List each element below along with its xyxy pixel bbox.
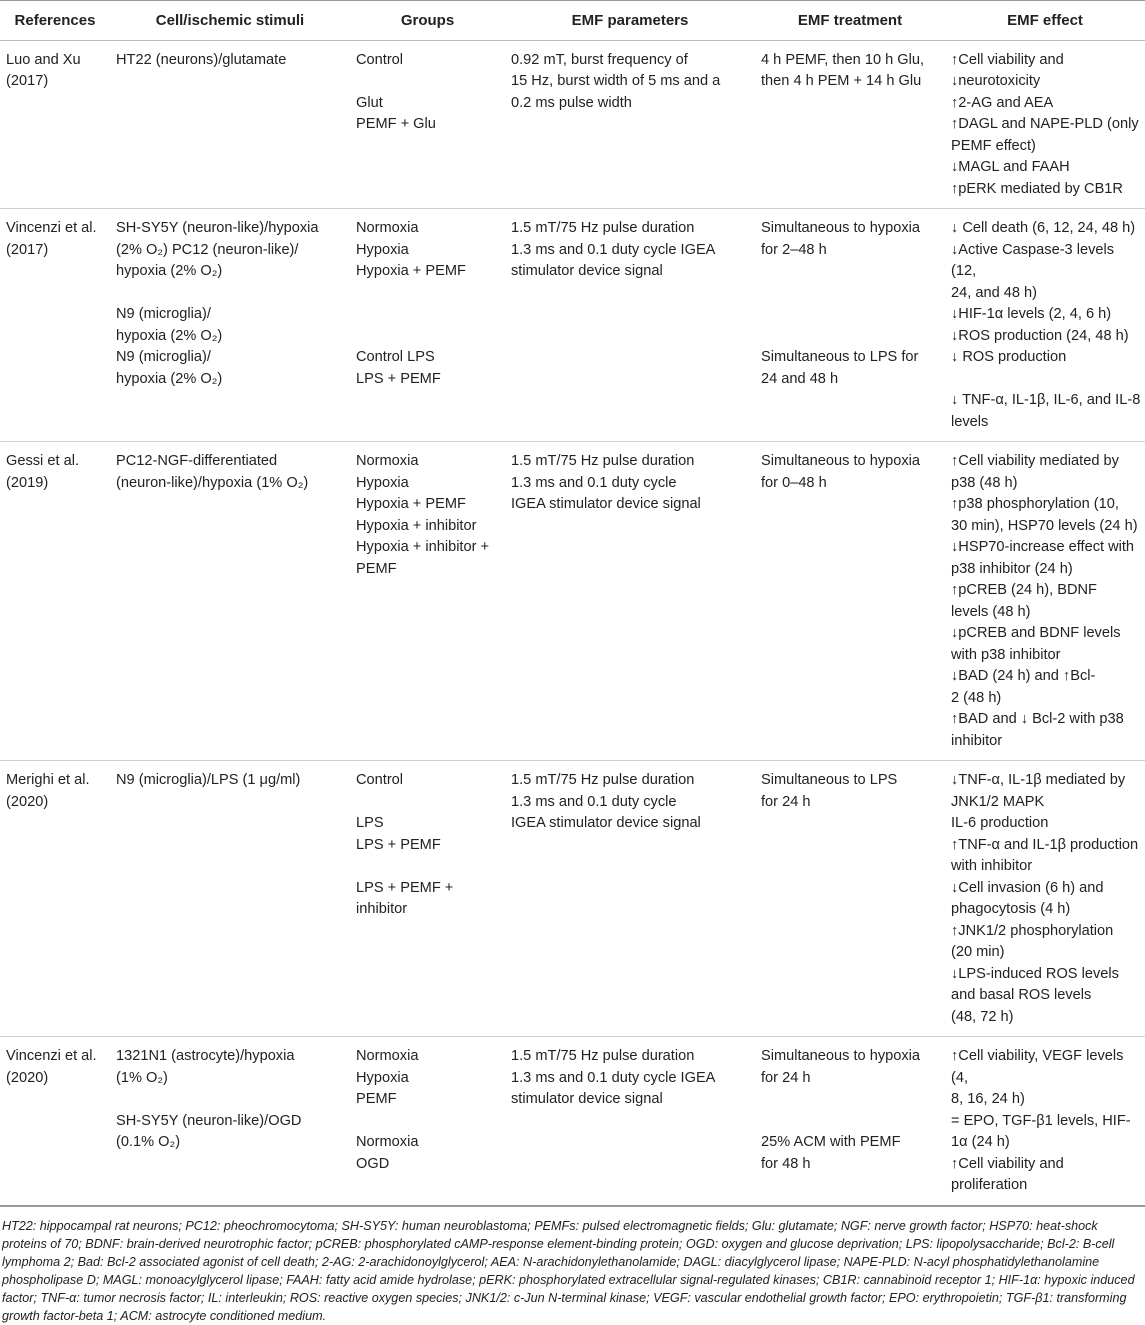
cell-line: hypoxia (2% O₂) <box>116 327 223 344</box>
cell-line: ↓MAGL and FAAH <box>951 159 1070 175</box>
parameters-cell <box>505 209 755 442</box>
cell-line: levels <box>951 413 989 430</box>
cell-line <box>356 283 501 305</box>
groups-cell <box>350 761 505 1037</box>
cell-line: Simultaneous to hypoxia <box>761 453 921 469</box>
cell-line: 8, 16, 24 h) <box>951 1091 1025 1107</box>
table-header-row <box>0 1 1145 41</box>
cell-line: ↑pERK mediated by CB1R <box>951 180 1123 197</box>
reference-cell <box>0 442 110 761</box>
table-row <box>0 1037 1145 1206</box>
cell-line: ↓ Cell death (6, 12, 24, 48 h) <box>951 220 1136 236</box>
cell-line: 1.3 ms and 0.1 duty cycle <box>511 474 677 491</box>
cell-line <box>356 326 501 348</box>
reference-cell <box>0 761 110 1037</box>
cell-line: N9 (microglia)/ <box>116 349 211 365</box>
cell-line: inhibitor <box>356 901 408 917</box>
cell-line: JNK1/2 MAPK <box>951 793 1045 810</box>
cell-line: (48, 72 h) <box>951 1008 1014 1025</box>
treatment-cell <box>755 442 945 761</box>
cell-line: ↓BAD (24 h) and ↑Bcl- <box>951 668 1096 684</box>
cell-line: 24, and 48 h) <box>951 284 1038 301</box>
cell-line: (0.1% O₂) <box>116 1134 181 1150</box>
cell-line: Normoxia <box>356 1134 419 1150</box>
cell-line <box>761 304 941 326</box>
cell-line <box>356 71 501 93</box>
cell-line: Hypoxia <box>356 474 409 491</box>
cell-line: Normoxia <box>356 220 419 236</box>
reference-cell <box>0 1037 110 1206</box>
cell-line: ↓TNF-α, IL-1β mediated by <box>951 772 1126 788</box>
cell-line: 4 h PEMF, then 10 h Glu, <box>761 51 925 68</box>
cell-line: levels (48 h) <box>951 603 1031 620</box>
cell-line <box>356 792 501 814</box>
cell-line: 0.92 mT, burst frequency of <box>511 51 688 68</box>
cell-line: then 4 h PEM + 14 h Glu <box>761 73 922 89</box>
parameters-cell <box>505 1037 755 1206</box>
cell-line: Control LPS <box>356 349 435 365</box>
groups-cell <box>350 209 505 442</box>
cell-line: (2017) <box>6 241 49 258</box>
cell-line: IL-6 production <box>951 815 1049 831</box>
groups-cell <box>350 1037 505 1206</box>
cell-line: 15 Hz, burst width of 5 ms and a <box>511 73 721 89</box>
cell-line: Hypoxia <box>356 241 409 258</box>
cell-line: Hypoxia <box>356 1069 409 1086</box>
cell-line: PEMF <box>356 1091 397 1107</box>
cell-line: (20 min) <box>951 944 1005 960</box>
cell-line: ↓Cell invasion (6 h) and <box>951 879 1104 896</box>
groups-cell <box>350 442 505 761</box>
cell-line: Glut <box>356 94 383 111</box>
effect-cell <box>945 209 1145 442</box>
cell-line: ↑Cell viability mediated by <box>951 453 1119 469</box>
table-body <box>0 40 1145 1205</box>
cell-line: Normoxia <box>356 453 419 469</box>
cell-line: ↑DAGL and NAPE-PLD (only <box>951 116 1139 132</box>
cell-line: IGEA stimulator device signal <box>511 496 701 512</box>
effect-cell <box>945 761 1145 1037</box>
cell-line: 2 (48 h) <box>951 689 1002 706</box>
table-row <box>0 761 1145 1037</box>
effect-cell <box>945 442 1145 761</box>
cell-line: Luo and Xu <box>6 51 81 68</box>
cell-line: (1% O₂) <box>116 1069 168 1086</box>
cell-line: Simultaneous to hypoxia <box>761 220 921 236</box>
cell-line: SH-SY5Y (neuron-like)/hypoxia <box>116 220 319 236</box>
treatment-cell <box>755 761 945 1037</box>
cell-line: 1.5 mT/75 Hz pulse duration <box>511 220 695 236</box>
cell-line <box>761 326 941 348</box>
cell-line: Gessi et al. <box>6 453 79 469</box>
treatment-cell <box>755 1037 945 1206</box>
cell-line <box>356 1111 501 1133</box>
cell-line: Hypoxia + inhibitor <box>356 517 477 534</box>
cell-line: Normoxia <box>356 1048 419 1064</box>
cell-line <box>761 261 941 283</box>
table-footnote: HT22: hippocampal rat neurons; PC12: pheochromocytoma; SH-SY5Y: human neuroblastoma; PEMFs: pulsed electromagnetic fields; Glu: glutamate; NGF: nerve growth factor; HSP70: heat-shock proteins of 70; BDNF: brain-derived neurotrophic factor; pCREB: phosphorylated cAMP-response element-binding protein; OGD: oxygen and glucose deprivation; LPS: lipopolysaccharide; Bcl-2: B-cell lymphoma 2; Bad: Bcl-2 associated agonist of cell death; 2-AG: 2-arachidonoylglycerol; AEA: N-arachidonylethanolamide; DAGL: diacylglycerol lipase; NAPE-PLD: N-acyl phosphatidylethanolamine phospholipase D; MAGL: monoacylglycerol lipase; FAAH: fatty acid amide hydrolase; pERK: phosphorylated extracellular signal-regulated kinases; CB1R: cannabinoid receptor 1; HIF-1α: hypoxic induced factor; TNF-α: tumor necrosis factor; IL: interleukin; ROS: reactive oxygen species; JNK1/2: c-Jun N-terminal kinase; VEGF: vascular endothelial growth factor; EPO: erythropoietin; TGF-β1: transforming growth factor-beta 1; ACM: astrocyte conditioned medium. <box>0 1206 1145 1325</box>
cell-line: for 48 h <box>761 1155 811 1172</box>
stimuli-cell <box>110 1037 350 1206</box>
cell-line: for 24 h <box>761 793 811 810</box>
cell-line <box>761 1089 941 1111</box>
cell-line <box>356 304 501 326</box>
header-references: References <box>0 1 110 41</box>
cell-line: (2020) <box>6 793 49 810</box>
cell-line: 1.5 mT/75 Hz pulse duration <box>511 1048 695 1064</box>
cell-line: Control <box>356 51 404 68</box>
cell-line: 1.3 ms and 0.1 duty cycle <box>511 793 677 810</box>
cell-line: hypoxia (2% O₂) <box>116 263 223 279</box>
stimuli-cell <box>110 40 350 209</box>
cell-line: ↑TNF-α and IL-1β production <box>951 836 1139 853</box>
cell-line: HT22 (neurons)/glutamate <box>116 51 287 68</box>
cell-line: PEMF + Glu <box>356 116 436 132</box>
reference-cell <box>0 209 110 442</box>
cell-line: Control <box>356 772 404 788</box>
cell-line: ↓ROS production (24, 48 h) <box>951 327 1129 344</box>
stimuli-cell <box>110 761 350 1037</box>
cell-line: phagocytosis (4 h) <box>951 901 1071 917</box>
cell-line: Merighi et al. <box>6 772 90 788</box>
cell-line: 0.2 ms pulse width <box>511 94 632 111</box>
cell-line: 24 and 48 h <box>761 370 839 387</box>
cell-line: ↑Cell viability, VEGF levels (4, <box>951 1048 1128 1086</box>
cell-line: ↓pCREB and BDNF levels <box>951 625 1121 641</box>
cell-line: 1.3 ms and 0.1 duty cycle IGEA <box>511 1069 716 1086</box>
stimuli-cell <box>110 442 350 761</box>
cell-line: p38 inhibitor (24 h) <box>951 560 1073 577</box>
cell-line: stimulator device signal <box>511 1091 663 1107</box>
reference-cell <box>0 40 110 209</box>
header-emf-treatment: EMF treatment <box>755 1 945 41</box>
cell-line: ↑BAD and ↓ Bcl-2 with p38 <box>951 711 1124 727</box>
cell-line: LPS + PEMF + <box>356 879 454 896</box>
cell-line: 1321N1 (astrocyte)/hypoxia <box>116 1048 295 1064</box>
cell-line: 1.5 mT/75 Hz pulse duration <box>511 772 695 788</box>
cell-line <box>356 856 501 878</box>
groups-cell <box>350 40 505 209</box>
cell-line <box>951 369 1141 391</box>
cell-line: Simultaneous to hypoxia <box>761 1048 921 1064</box>
cell-line: 1.5 mT/75 Hz pulse duration <box>511 453 695 469</box>
cell-line <box>116 1089 346 1111</box>
cell-line: Hypoxia + PEMF <box>356 496 466 512</box>
cell-line: Vincenzi et al. <box>6 220 97 236</box>
cell-line: LPS + PEMF <box>356 836 441 853</box>
cell-line: ↑2-AG and AEA <box>951 94 1054 111</box>
cell-line: p38 (48 h) <box>951 474 1018 491</box>
cell-line: N9 (microglia)/ <box>116 306 211 322</box>
cell-line: for 24 h <box>761 1069 811 1086</box>
cell-line: ↑p38 phosphorylation (10, <box>951 496 1119 512</box>
table-row <box>0 40 1145 209</box>
cell-line: with p38 inhibitor <box>951 646 1061 663</box>
cell-line: PC12-NGF-differentiated <box>116 453 278 469</box>
cell-line: ↓LPS-induced ROS levels <box>951 965 1119 982</box>
effect-cell <box>945 1037 1145 1206</box>
cell-line: (2019) <box>6 474 49 491</box>
cell-line: inhibitor <box>951 732 1003 749</box>
cell-line: (2% O₂) PC12 (neuron-like)/ <box>116 241 299 258</box>
cell-line: 1.3 ms and 0.1 duty cycle IGEA <box>511 241 716 258</box>
cell-line: ↓Active Caspase-3 levels (12, <box>951 241 1119 279</box>
cell-line: 1α (24 h) <box>951 1134 1010 1150</box>
parameters-cell <box>505 40 755 209</box>
cell-line: stimulator device signal <box>511 263 663 279</box>
cell-line: OGD <box>356 1155 390 1172</box>
cell-line: ↑pCREB (24 h), BDNF <box>951 582 1097 598</box>
cell-line: and basal ROS levels <box>951 987 1092 1003</box>
cell-line: 30 min), HSP70 levels (24 h) <box>951 517 1138 534</box>
cell-line: with inhibitor <box>951 858 1033 874</box>
cell-line: Vincenzi et al. <box>6 1048 97 1064</box>
cell-line <box>761 1111 941 1133</box>
cell-line: ↓HIF-1α levels (2, 4, 6 h) <box>951 306 1112 322</box>
cell-line <box>761 283 941 305</box>
cell-line: Hypoxia + PEMF <box>356 263 466 279</box>
cell-line: PEMF effect) <box>951 137 1036 154</box>
cell-line: ↓HSP70-increase effect with <box>951 539 1135 555</box>
cell-line: ↑Cell viability and proliferation <box>951 1155 1068 1193</box>
cell-line: ↑JNK1/2 phosphorylation <box>951 922 1114 939</box>
header-groups: Groups <box>350 1 505 41</box>
stimuli-cell <box>110 209 350 442</box>
table-row <box>0 209 1145 442</box>
cell-line: for 0–48 h <box>761 474 827 491</box>
cell-line: SH-SY5Y (neuron-like)/OGD <box>116 1112 302 1129</box>
cell-line: hypoxia (2% O₂) <box>116 370 223 387</box>
cell-line: Simultaneous to LPS <box>761 772 898 788</box>
parameters-cell <box>505 442 755 761</box>
table-row <box>0 442 1145 761</box>
cell-line: IGEA stimulator device signal <box>511 815 701 831</box>
parameters-cell <box>505 761 755 1037</box>
cell-line: LPS + PEMF <box>356 370 441 387</box>
treatment-cell <box>755 40 945 209</box>
cell-line: ↓ ROS production <box>951 349 1067 365</box>
cell-line: ↑Cell viability and <box>951 51 1064 68</box>
cell-line: Hypoxia + inhibitor + <box>356 539 490 555</box>
cell-line: ↓ TNF-α, IL-1β, IL-6, and IL-8 <box>951 392 1141 408</box>
header-emf-parameters: EMF parameters <box>505 1 755 41</box>
cell-line: = EPO, TGF-β1 levels, HIF- <box>951 1112 1131 1129</box>
cell-line: (2017) <box>6 73 49 89</box>
header-cell-stimuli: Cell/ischemic stimuli <box>110 1 350 41</box>
cell-line: LPS <box>356 815 384 831</box>
treatment-cell <box>755 209 945 442</box>
effect-cell <box>945 40 1145 209</box>
cell-line: N9 (microglia)/LPS (1 μg/ml) <box>116 772 301 788</box>
cell-line: ↓neurotoxicity <box>951 73 1041 89</box>
cell-line: Simultaneous to LPS for <box>761 349 919 365</box>
cell-line: 25% ACM with PEMF <box>761 1134 901 1150</box>
cell-line <box>116 283 346 305</box>
cell-line: for 2–48 h <box>761 241 827 258</box>
cell-line: PEMF <box>356 560 397 577</box>
cell-line: (2020) <box>6 1069 49 1086</box>
header-emf-effect: EMF effect <box>945 1 1145 41</box>
cell-line: (neuron-like)/hypoxia (1% O₂) <box>116 474 309 491</box>
